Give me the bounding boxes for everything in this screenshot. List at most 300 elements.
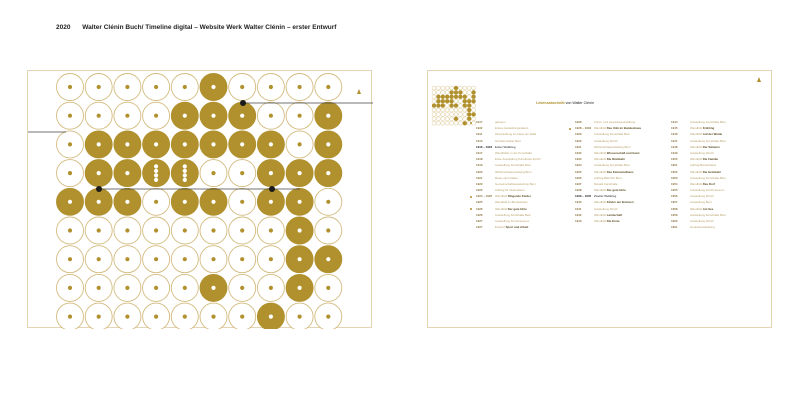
timeline-title-prefix: Lebensabschnitt	[536, 101, 565, 105]
timeline-entry[interactable]	[476, 220, 552, 224]
timeline-text: Auftrag Bundeshaus	[690, 163, 717, 168]
mini-filled-circle	[432, 104, 436, 108]
center-dot	[125, 200, 129, 204]
timeline-work-title: Das Dorf	[702, 181, 715, 186]
center-dot	[298, 286, 302, 290]
timeline-entry[interactable]	[575, 152, 651, 156]
mini-outline-circle	[441, 86, 445, 90]
center-dot	[154, 142, 158, 146]
mini-outline-circle	[463, 117, 467, 121]
timeline-text: Wandbild Auf der Weide	[690, 132, 723, 137]
timeline-entry[interactable]	[476, 127, 552, 131]
timeline-text: Wandbild Die Ernte	[594, 219, 620, 223]
center-dot	[326, 257, 330, 261]
timeline-entry[interactable]	[671, 183, 747, 187]
timeline-year: 1911	[476, 132, 483, 137]
mini-outline-circle	[454, 99, 458, 103]
timeline-entry[interactable]	[575, 140, 651, 144]
timeline-text: Weihnachtsausstellung Bern	[495, 169, 532, 174]
center-dot	[326, 228, 330, 232]
timeline-year: 1941	[575, 206, 582, 211]
timeline-text: Ausstellung Kunsthalle Bern	[495, 212, 532, 217]
marker-dot	[240, 100, 246, 106]
center-dot	[269, 228, 273, 232]
mini-outline-circle	[454, 108, 458, 112]
timeline-year: 1951	[671, 163, 678, 168]
center-dot	[240, 142, 244, 146]
center-dot	[154, 286, 158, 290]
timeline-text: Wandbilder in der Kunsthalle	[495, 150, 532, 155]
center-dot	[154, 164, 158, 168]
timeline-text: Wandbild Die Heimkehr	[690, 169, 722, 174]
mini-outline-circle	[450, 108, 454, 112]
mini-filled-circle	[472, 95, 476, 99]
timeline-text: Ausstellung Kunsthalle Bern	[594, 132, 631, 137]
timeline-year: 1947	[671, 138, 678, 143]
timeline-year: 1917	[476, 121, 495, 125]
mini-outline-circle	[463, 112, 467, 116]
timeline-entry[interactable]	[476, 208, 552, 212]
center-dot	[183, 315, 187, 319]
mini-filled-circle	[458, 95, 462, 99]
center-dot	[154, 315, 158, 319]
timeline-year: 1923	[476, 188, 483, 193]
mini-outline-circle	[445, 90, 449, 94]
header-year: 2020	[56, 24, 71, 31]
center-dot	[240, 228, 244, 232]
timeline-text: Auftrag für Glasmalerei	[495, 188, 525, 193]
timeline-entry[interactable]	[671, 127, 747, 131]
timeline-text: Zweiter Weltkrieg	[594, 194, 617, 199]
timeline-text: Ausstellung Kunsthalle Bern	[495, 163, 532, 168]
mini-filled-circle	[467, 99, 471, 103]
timeline-entry[interactable]	[476, 171, 552, 175]
timeline-year: 1948	[671, 144, 678, 149]
marker-dot	[269, 186, 275, 192]
marker-dot	[96, 186, 102, 192]
center-dot	[125, 114, 129, 118]
timeline-entry[interactable]	[671, 121, 747, 125]
timeline-entry[interactable]	[575, 195, 651, 199]
center-dot	[68, 142, 72, 146]
timeline-entry[interactable]	[671, 158, 747, 162]
mini-filled-circle	[436, 104, 440, 108]
timeline-year: 1959	[671, 212, 678, 217]
timeline-text: Wandbild Die Rückkehr	[594, 157, 626, 162]
timeline-year: 1958	[671, 206, 678, 211]
mini-outline-circle	[445, 104, 449, 108]
mini-outline-circle	[458, 117, 462, 121]
mini-filled-circle	[450, 90, 454, 94]
timeline-entry[interactable]	[671, 214, 747, 218]
timeline-entry[interactable]	[575, 121, 651, 125]
timeline-year: 1926	[476, 208, 495, 212]
timeline-year: 1930	[575, 138, 582, 143]
center-dot	[97, 286, 101, 290]
mini-outline-circle	[445, 121, 449, 125]
timeline-entry[interactable]	[671, 208, 747, 212]
timeline-year: 1944	[671, 120, 678, 124]
timeline-entry[interactable]	[671, 226, 747, 230]
mini-filled-circle	[463, 99, 467, 103]
center-dot	[269, 257, 273, 261]
timeline-year: 1952	[671, 169, 678, 174]
mini-outline-circle	[463, 86, 467, 90]
timeline-work-title: Am See	[702, 206, 714, 211]
center-dot	[298, 142, 302, 146]
mini-outline-circle	[432, 99, 436, 103]
center-dot	[240, 85, 244, 89]
center-dot	[211, 228, 215, 232]
mini-outline-circle	[472, 117, 476, 121]
mini-outline-circle	[472, 108, 476, 112]
mini-outline-circle	[458, 121, 462, 125]
timeline-text: Wandbild Frühling	[690, 126, 715, 131]
center-dot	[125, 257, 129, 261]
timeline-entry[interactable]	[575, 214, 651, 218]
timeline-text: Entwurf Sport und Arbeit	[495, 225, 529, 230]
center-dot	[97, 257, 101, 261]
timeline-entry[interactable]	[476, 133, 552, 137]
mini-filled-circle	[436, 95, 440, 99]
mini-outline-circle	[450, 112, 454, 116]
center-dot	[326, 200, 330, 204]
timeline-entry[interactable]	[575, 133, 651, 137]
timeline-year: 1940	[575, 200, 582, 205]
timeline-entry[interactable]	[575, 158, 651, 162]
center-dot	[298, 171, 302, 175]
center-dot	[326, 114, 330, 118]
timeline-entry[interactable]	[671, 177, 747, 181]
timeline-column-3	[671, 121, 747, 232]
timeline-text: Erster Weltkrieg	[495, 144, 516, 149]
center-dot	[97, 142, 101, 146]
timeline-year: 1932	[575, 150, 582, 155]
center-dot	[269, 200, 273, 204]
timeline-entry[interactable]	[575, 183, 651, 187]
mini-outline-circle	[463, 90, 467, 94]
timeline-entry[interactable]	[671, 164, 747, 168]
timeline-entry[interactable]	[575, 146, 651, 150]
timeline-work-title: Der gute Hirte	[507, 206, 527, 211]
timeline-text: Erstes Ausstellungsdatum	[495, 126, 529, 131]
timeline-entry[interactable]	[476, 177, 552, 181]
mini-filled-circle	[454, 86, 458, 90]
center-dot	[97, 315, 101, 319]
timeline-text: Kunst- und Gewerbeausstellung	[594, 120, 636, 124]
timeline-work-title: Wissenschaft und Geist	[606, 150, 640, 155]
timeline-text: Erste Ausstellung Kunsthaus Zürich	[495, 157, 541, 162]
circle-grid-panel	[27, 70, 372, 328]
mini-filled-circle	[450, 99, 454, 103]
center-dot	[68, 228, 72, 232]
center-dot	[183, 164, 187, 168]
mini-filled-circle	[454, 90, 458, 94]
timeline-year: 1916 – 1918	[476, 144, 493, 149]
center-dot	[298, 200, 302, 204]
center-dot	[269, 315, 273, 319]
timeline-entry[interactable]	[575, 127, 651, 131]
mini-outline-circle	[445, 86, 449, 90]
center-dot	[298, 315, 302, 319]
timeline-work-title: Das Volk im Bundeshaus	[606, 126, 642, 131]
timeline-entry[interactable]	[476, 152, 552, 156]
mini-filled-circle	[454, 104, 458, 108]
filled-circle	[171, 160, 198, 187]
timeline-work-title: Die Heimkehr	[702, 169, 722, 174]
mini-filled-circle	[450, 95, 454, 99]
timeline-year: 1960	[671, 219, 678, 223]
timeline-text: Ausstellung Kunsthalle Bern	[690, 212, 727, 217]
timeline-year: 1927	[476, 219, 483, 223]
center-dot	[240, 171, 244, 175]
header-title: Walter Clénin Buch/ Timeline digital – Website Werk Walter Clénin – erster Entwurf	[82, 24, 337, 31]
mini-outline-circle	[467, 95, 471, 99]
timeline-entry[interactable]	[575, 220, 651, 224]
timeline-work-title: Das Emmentalhaus	[606, 169, 634, 174]
center-dot	[125, 142, 129, 146]
timeline-text: Ausstellung Kunsthalle Bern	[690, 120, 727, 124]
mini-filled-circle	[472, 112, 476, 116]
center-dot	[298, 228, 302, 232]
mini-filled-circle	[445, 99, 449, 103]
center-dot	[97, 200, 101, 204]
timeline-title-name: von Walter Clénin	[565, 101, 594, 105]
mini-filled-circle	[445, 95, 449, 99]
mini-outline-circle	[432, 86, 436, 90]
timeline-text: Wandbild Der Sämann	[690, 144, 720, 149]
center-dot	[68, 114, 72, 118]
mini-filled-circle	[463, 104, 467, 108]
center-dot	[269, 171, 273, 175]
timeline-entry[interactable]	[671, 140, 747, 144]
filled-circle	[143, 160, 170, 187]
mini-outline-circle	[445, 108, 449, 112]
timeline-entry[interactable]	[671, 189, 747, 193]
timeline-entry[interactable]	[575, 208, 651, 212]
timeline-entry[interactable]	[671, 146, 747, 150]
center-dot	[211, 142, 215, 146]
center-dot	[240, 114, 244, 118]
center-dot	[326, 286, 330, 290]
timeline-year: 1925	[476, 200, 483, 205]
timeline-entry[interactable]	[476, 201, 552, 205]
mini-outline-circle	[458, 86, 462, 90]
timeline-entry[interactable]	[476, 226, 552, 230]
center-dot	[125, 228, 129, 232]
mini-outline-circle	[458, 108, 462, 112]
center-dot	[154, 114, 158, 118]
timeline-text: Ausstellung Kunstmuseum	[690, 188, 725, 193]
mini-outline-circle	[441, 121, 445, 125]
center-dot	[125, 171, 129, 175]
mini-outline-circle	[458, 112, 462, 116]
center-dot	[211, 200, 215, 204]
timeline-year: 1926	[476, 212, 483, 217]
center-dot	[183, 85, 187, 89]
timeline-entry[interactable]	[476, 189, 552, 193]
mini-outline-circle	[445, 112, 449, 116]
timeline-year: 1921	[476, 175, 483, 180]
timeline-entry[interactable]	[671, 195, 747, 199]
timeline-work-title: Ringende Kinder	[507, 194, 531, 199]
timeline-text: Ausstellung Kunsthalle Bern	[690, 138, 727, 143]
timeline-text: Wandbild Landschaft	[594, 212, 623, 217]
center-dot	[154, 257, 158, 261]
timeline-year: 1937	[575, 181, 582, 186]
timeline-year: 1954	[671, 181, 678, 186]
mini-outline-circle	[454, 112, 458, 116]
center-dot	[211, 85, 215, 89]
timeline-entry[interactable]	[476, 164, 552, 168]
mini-filled-circle	[441, 95, 445, 99]
page-header	[56, 24, 336, 31]
timeline-year: 1922	[476, 181, 483, 186]
timeline-entry[interactable]	[575, 201, 651, 205]
timeline-year: 1936	[575, 175, 582, 180]
center-dot	[154, 200, 158, 204]
timeline-entry[interactable]	[575, 171, 651, 175]
center-dot	[211, 171, 215, 175]
timeline-entry[interactable]	[671, 201, 747, 205]
center-dot	[183, 286, 187, 290]
mini-outline-circle	[432, 112, 436, 116]
timeline-year: 1957	[671, 200, 678, 205]
mini-outline-circle	[472, 86, 476, 90]
mini-outline-circle	[436, 108, 440, 112]
timeline-year: 1945	[671, 126, 678, 131]
timeline-entry[interactable]	[476, 140, 552, 144]
timeline-year: 1942	[575, 212, 582, 217]
timeline-text: Wandbild Das Dorf	[690, 181, 715, 186]
center-dot	[240, 200, 244, 204]
timeline-year: 1946	[671, 132, 678, 137]
timeline-work-title: Sport und Arbeit	[505, 225, 529, 230]
mini-outline-circle	[458, 104, 462, 108]
mini-filled-circle	[458, 90, 462, 94]
center-dot	[183, 173, 187, 177]
mini-outline-circle	[450, 117, 454, 121]
center-dot	[240, 286, 244, 290]
timeline-year: 1913	[476, 138, 483, 143]
timeline-year: 1943	[575, 219, 582, 223]
mini-outline-circle	[432, 90, 436, 94]
mini-filled-circle	[454, 95, 458, 99]
timeline-year: 1928	[575, 120, 582, 124]
timeline-year: 1939 – 1945	[575, 194, 592, 199]
mini-outline-circle	[441, 90, 445, 94]
timeline-year: 1932	[476, 126, 483, 131]
timeline-text: Ausstellung Zürich	[594, 206, 618, 211]
timeline-year: 1919	[476, 163, 483, 168]
timeline-year: 1933	[575, 157, 582, 162]
timeline-work-title: Der Sämann	[702, 144, 720, 149]
timeline-entry[interactable]	[671, 171, 747, 175]
timeline-entry[interactable]	[671, 152, 747, 156]
timeline-work-title: Auf der Weide	[702, 132, 723, 137]
center-dot	[269, 85, 273, 89]
mini-outline-circle	[436, 90, 440, 94]
center-dot	[154, 169, 158, 173]
center-dot	[298, 114, 302, 118]
timeline-year: 1961	[671, 225, 678, 230]
center-dot	[326, 171, 330, 175]
timeline-text: Wandbild Am See	[690, 206, 714, 211]
timeline-text: Weihnachtsausstellung Bern	[594, 144, 631, 149]
mini-outline-circle	[436, 112, 440, 116]
timeline-entry[interactable]	[476, 183, 552, 187]
timeline-text: Übersiedlung ins Haus am Wald	[495, 132, 537, 137]
timeline-entry[interactable]	[476, 214, 552, 218]
timeline-text: Wandbild Die Familie	[690, 157, 719, 162]
mini-outline-circle	[454, 121, 458, 125]
timeline-entry[interactable]	[476, 121, 552, 125]
mini-filled-circle	[454, 117, 458, 121]
timeline-year: 1917	[476, 150, 483, 155]
timeline-text: Wandbild Das Volk im Bundeshaus	[594, 126, 642, 131]
circle-grid	[28, 71, 373, 329]
mini-outline-circle	[436, 121, 440, 125]
timeline-text: Ausstellung Kunstmuseum	[495, 219, 530, 223]
timeline-year: 1950	[671, 157, 678, 162]
mini-outline-circle	[441, 108, 445, 112]
timeline-year: 1924 – 1925	[476, 195, 495, 199]
center-dot	[68, 315, 72, 319]
timeline-text: Reise nach Italien	[495, 175, 518, 180]
timeline-year: 1956	[671, 194, 678, 199]
center-dot	[68, 85, 72, 89]
center-dot	[125, 85, 129, 89]
mini-filled-circle	[463, 95, 467, 99]
timeline-entry[interactable]	[476, 195, 552, 199]
timeline-text: Wandbild Ringende Kinder	[495, 194, 531, 199]
mini-filled-circle	[472, 99, 476, 103]
timeline-text: Gründet Atelier Bern	[495, 138, 522, 143]
center-dot	[298, 85, 302, 89]
timeline-entry[interactable]	[575, 189, 651, 193]
timeline-entry[interactable]	[671, 220, 747, 224]
timeline-year: 1955	[671, 188, 678, 193]
timeline-entry[interactable]	[575, 164, 651, 168]
center-dot	[154, 228, 158, 232]
timeline-work-title: Landschaft	[606, 212, 623, 217]
center-dot	[211, 286, 215, 290]
center-dot	[183, 257, 187, 261]
mini-outline-circle	[467, 86, 471, 90]
center-dot	[68, 286, 72, 290]
timeline-text: Wandbild im Bundeshaus	[495, 200, 528, 205]
center-dot	[240, 257, 244, 261]
timeline-column-1	[476, 121, 552, 232]
center-dot	[68, 171, 72, 175]
center-dot	[154, 173, 158, 177]
timeline-year: 1953	[671, 175, 678, 180]
timeline-entry[interactable]	[476, 158, 552, 162]
timeline-text: Ausstellung Zürich	[690, 150, 714, 155]
mini-outline-circle	[432, 117, 436, 121]
timeline-work-title: Die Rückkehr	[606, 157, 626, 162]
timeline-column-2	[575, 121, 651, 226]
mini-outline-circle	[436, 117, 440, 121]
center-dot	[269, 114, 273, 118]
center-dot	[326, 142, 330, 146]
mini-outline-circle	[463, 108, 467, 112]
timeline-entry[interactable]	[575, 177, 651, 181]
timeline-entry[interactable]	[476, 146, 552, 150]
timeline-entry[interactable]	[671, 133, 747, 137]
center-dot	[125, 286, 129, 290]
timeline-work-title: Frühling	[702, 126, 715, 131]
